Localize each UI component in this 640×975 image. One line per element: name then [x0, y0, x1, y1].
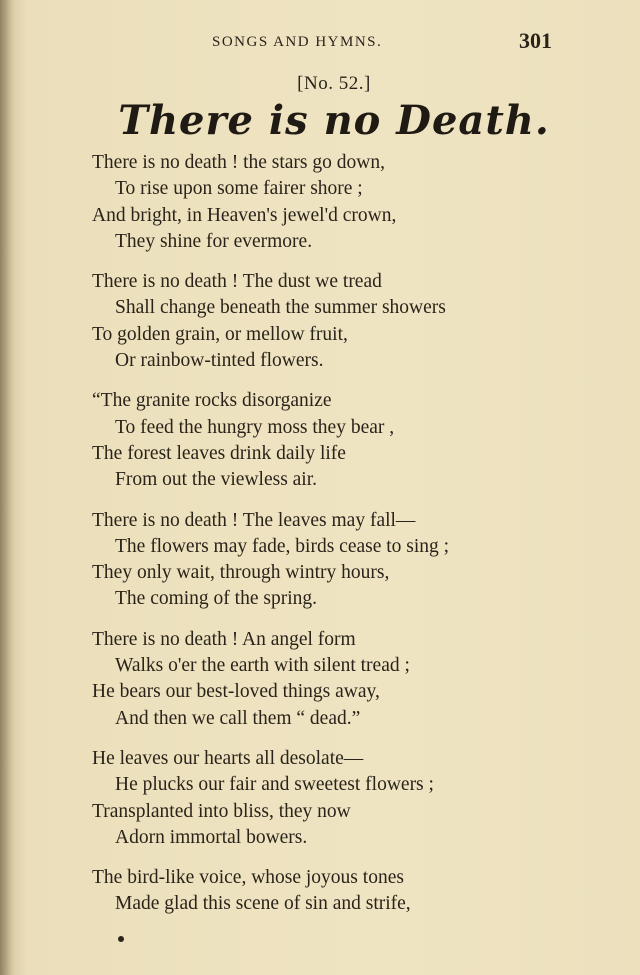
poem-line: The flowers may fade, birds cease to sing ;	[115, 535, 450, 557]
poem-line: And bright, in Heaven's jewel'd crown,	[92, 204, 397, 226]
poem-line: Transplanted into bliss, they now	[92, 800, 351, 822]
poem-line: The bird-like voice, whose joyous tones	[92, 867, 404, 889]
poem-line: Adorn immortal bowers.	[115, 826, 308, 848]
poem-line: The coming of the spring.	[115, 588, 317, 610]
poem-line: To feed the hungry moss they bear ,	[115, 416, 395, 438]
poem-line: And then we call them “ dead.”	[115, 707, 361, 729]
poem-line: Walks o'er the earth with silent tread ;	[115, 655, 410, 677]
poem-line: He leaves our hearts all desolate—	[92, 747, 364, 769]
page-number: 301	[519, 28, 552, 53]
poem-line: There is no death ! The leaves may fall—	[92, 509, 416, 531]
hymn-title: There is no Death.	[118, 97, 550, 144]
poem-line: From out the viewless air.	[115, 469, 318, 491]
running-head-title: SONGS AND HYMNS.	[212, 34, 383, 50]
ink-dot	[118, 936, 124, 942]
poem-line: There is no death ! The dust we tread	[92, 271, 382, 293]
poem-line: To golden grain, or mellow fruit,	[92, 323, 348, 345]
running-head	[0, 28, 640, 58]
poem-line: They only wait, through wintry hours,	[92, 562, 390, 584]
hymn-number: [No. 52.]	[297, 73, 371, 94]
poem-line: Made glad this scene of sin and strife,	[115, 893, 411, 915]
poem-line: To rise upon some fairer shore ;	[115, 178, 363, 200]
stanza	[0, 508, 640, 613]
poem-line: “The granite rocks disorganize	[92, 390, 332, 412]
poem-body	[0, 150, 640, 932]
stanza	[0, 150, 640, 255]
poem-line: They shine for evermore.	[115, 230, 313, 252]
stanza	[0, 388, 640, 493]
stanza	[0, 269, 640, 374]
stanza	[0, 627, 640, 732]
poem-line: He bears our best-loved things away,	[92, 681, 380, 703]
poem-line: He plucks our fair and sweetest flowers ;	[115, 774, 434, 796]
poem-line: The forest leaves drink daily life	[92, 442, 346, 464]
poem-line: Shall change beneath the summer showers	[115, 297, 446, 319]
stanza	[0, 865, 640, 918]
poem-line: There is no death ! An angel form	[92, 628, 356, 650]
stanza	[0, 746, 640, 851]
poem-line: There is no death ! the stars go down,	[92, 152, 385, 173]
poem-line: Or rainbow-tinted flowers.	[115, 350, 324, 372]
